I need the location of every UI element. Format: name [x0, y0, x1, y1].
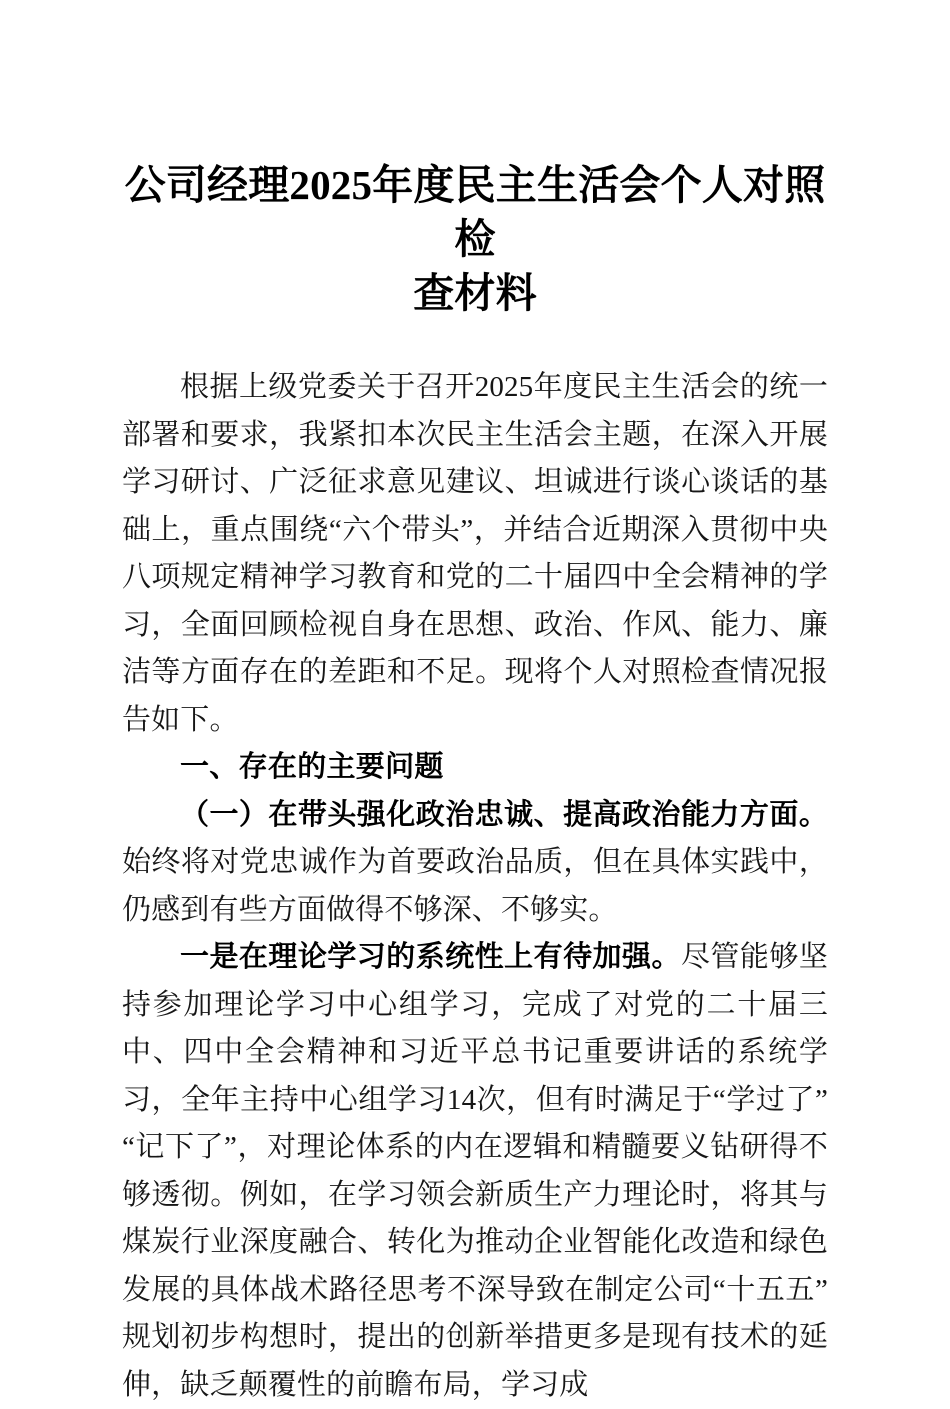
- paragraph-subsection-one: [122, 792, 828, 935]
- item-one-rest: 尽管能够坚持参加理论学习中心组学习，完成了对党的二十届三中、四中全会精神和习近平总书记重要讲话的系统学习，全年主持中心组学习14次，但有时满足于“学过了”“记下了”，对理论体系的内在逻辑和精髓要义钻研得不够透彻。例如，在学习领会新质生产力理论时，将其与煤炭行业深度融合、转化为推动企业智能化改造和绿色发展的具体战术路径思考不深导致在制定公司“十五五”规划初步构想时，提出的创新举措更多是现有技术的延伸，缺乏颠覆性的前瞻布局，学习成: [122, 941, 828, 1401]
- subsection-one-lead: （一）在带头强化政治忠诚、提高政治能力方面。: [180, 798, 828, 831]
- document-content: [122, 0, 828, 1409]
- page-title-line-1: 公司经理2025年度民主生活会个人对照检: [124, 162, 826, 262]
- page-title-line-2: 查材料: [413, 270, 537, 316]
- section-heading-main-problems: 一、存在的主要问题: [180, 751, 444, 783]
- item-one-lead: 一是在理论学习的系统性上有待加强。: [180, 941, 681, 973]
- subsection-one-rest: 始终将对党忠诚作为首要政治品质，但在具体实践中，仍感到有些方面做得不够深、不够实。: [122, 846, 828, 926]
- paragraph-intro: 根据上级党委关于召开2025年度民主生活会的统一部署和要求，我紧扣本次民主生活会主题，在深入开展学习研讨、广泛征求意见建议、坦诚进行谈心谈话的基础上，重点围绕“六个带头”，并结合近期深入贯彻中央八项规定精神学习教育和党的二十届四中全会精神的学习，全面回顾检视自身在思想、政治、作风、能力、廉洁等方面存在的差距和不足。现将个人对照检查情况报告如下。: [122, 371, 828, 736]
- page-title: [122, 0, 828, 320]
- paragraph-item-one: [122, 934, 828, 1409]
- document-body: [122, 364, 828, 1409]
